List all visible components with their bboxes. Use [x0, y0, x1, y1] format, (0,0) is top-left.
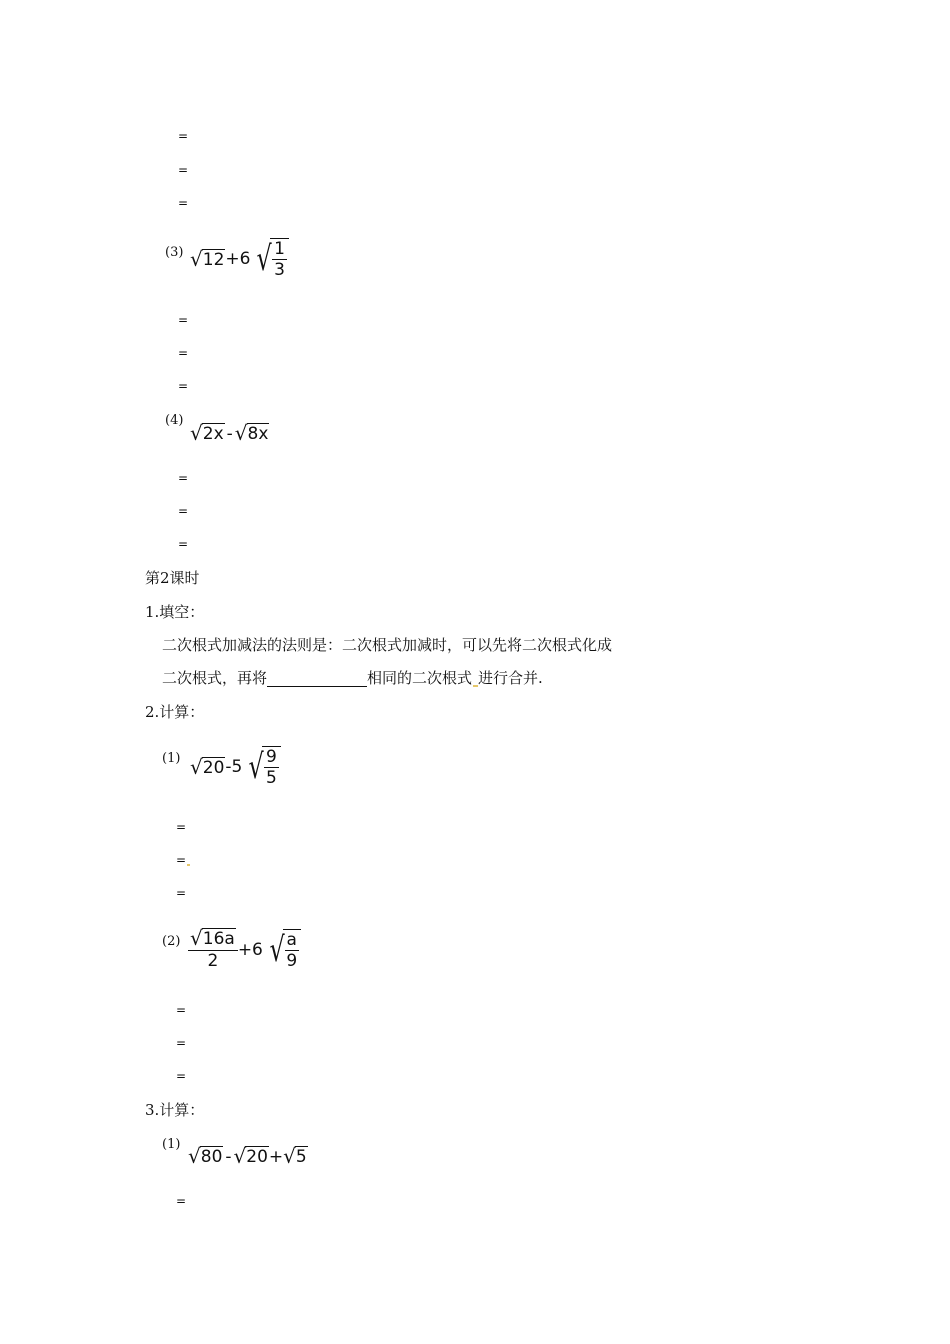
question-1-line2	[162, 669, 543, 687]
denominator: 9	[286, 950, 298, 971]
radical-fraction: √ $\frac{a}{9}$	[263, 929, 301, 971]
numerator: 1	[274, 239, 285, 259]
question-1-label: 1.填空：	[145, 603, 205, 621]
expression-q3-1	[188, 1146, 308, 1167]
edit-mark	[187, 864, 190, 866]
numerator: 9	[266, 747, 277, 767]
equals-sign: =	[176, 854, 190, 866]
question-2-label: 2.计算：	[145, 703, 205, 721]
radicand: 20	[202, 757, 225, 778]
problem-number: (4)	[165, 413, 184, 428]
radicand: 20	[246, 1147, 268, 1167]
text-segment: 二次根式，再将	[162, 669, 268, 687]
numerator: a	[286, 929, 297, 950]
equals-sign: =	[176, 1194, 187, 1208]
expression-p3	[190, 238, 289, 280]
radicand: 2x	[202, 424, 224, 444]
equals-sign: =	[178, 537, 189, 551]
radicand: 8x	[247, 424, 269, 444]
radical: √ 8x	[234, 421, 269, 445]
fill-in-blank[interactable]	[267, 672, 367, 687]
equals-sign: =	[178, 313, 189, 327]
radical-fraction: √ $\frac{9}{5}$	[242, 746, 281, 788]
equals-sign: =	[176, 820, 187, 834]
problem-number: (3)	[165, 245, 184, 260]
operator: -5	[225, 757, 243, 777]
text-segment: 相同的二次根式	[367, 669, 473, 687]
operator: +6	[237, 939, 263, 960]
denominator: 2	[207, 951, 219, 971]
radical: √ 2x	[190, 421, 224, 445]
operator: -	[226, 423, 233, 444]
equals-sign: =	[178, 129, 189, 143]
equals-sign: =	[178, 379, 189, 393]
radicand: 16a	[202, 929, 235, 949]
equals-sign: =	[178, 163, 189, 177]
expression-q2-2	[188, 928, 301, 971]
equals-sign: =	[178, 346, 189, 360]
operator: +6	[225, 249, 251, 269]
radical: √ 5	[283, 1144, 307, 1168]
expression-q2-1	[190, 746, 281, 788]
question-3-label: 3.计算：	[145, 1101, 205, 1119]
radical: √ 20	[233, 1144, 268, 1168]
radical: √ 12	[190, 246, 225, 271]
equals-sign: =	[178, 504, 189, 518]
radicand: 80	[200, 1147, 223, 1167]
numerator	[188, 928, 238, 951]
radical: √ 80	[188, 1144, 223, 1168]
operator: -	[225, 1146, 232, 1167]
equals-sign: =	[176, 1036, 187, 1050]
expression-p4	[190, 423, 269, 444]
denominator: 5	[266, 768, 277, 788]
question-1-line1: 二次根式加减法的法则是：二次根式加减时，可以先将二次根式化成	[162, 636, 613, 654]
radical: √ 20	[190, 754, 225, 779]
problem-number: (2)	[162, 934, 181, 949]
equals-sign: =	[176, 1003, 187, 1017]
radicand: 12	[202, 249, 225, 270]
equals-sign: =	[176, 1069, 187, 1083]
problem-number: (1)	[162, 1137, 181, 1152]
fraction	[188, 928, 238, 971]
text-segment: 进行合并.	[478, 669, 543, 687]
equals-sign: =	[178, 471, 189, 485]
denominator: 3	[274, 260, 285, 280]
radical-fraction: √ $\frac{1}{3}$	[250, 238, 289, 280]
radicand: 5	[295, 1147, 307, 1167]
operator: +	[268, 1146, 284, 1167]
section-title: 第2课时	[145, 569, 200, 587]
radical: √ 16a	[190, 926, 235, 950]
problem-number: (1)	[162, 751, 181, 766]
equals-sign: =	[178, 196, 189, 210]
equals-sign: =	[176, 886, 187, 900]
